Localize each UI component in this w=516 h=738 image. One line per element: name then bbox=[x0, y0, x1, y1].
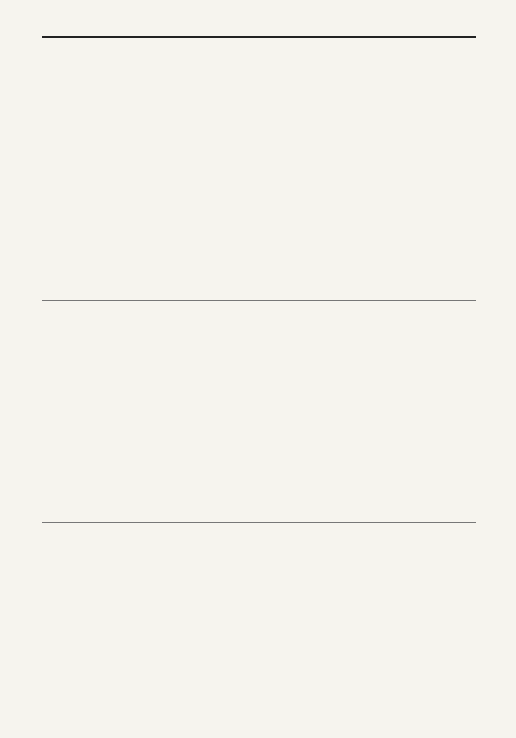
divider bbox=[42, 300, 476, 301]
review-block-bottom bbox=[42, 534, 476, 702]
divider bbox=[42, 522, 476, 523]
review-block-top bbox=[42, 46, 476, 286]
review-block-middle bbox=[42, 314, 476, 510]
header-rule bbox=[42, 36, 476, 38]
